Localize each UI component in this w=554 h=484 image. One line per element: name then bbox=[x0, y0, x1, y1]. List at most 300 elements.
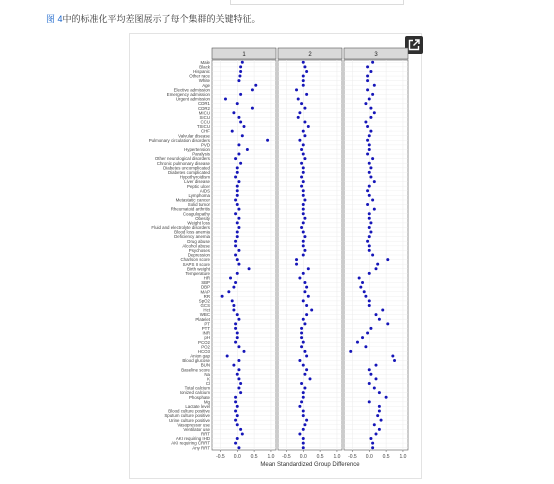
data-point bbox=[371, 93, 374, 96]
data-point bbox=[234, 419, 237, 422]
data-point bbox=[236, 185, 239, 188]
data-point bbox=[239, 382, 242, 385]
y-tick-label: Valvular disease bbox=[178, 133, 210, 139]
data-point bbox=[368, 98, 371, 101]
data-point bbox=[375, 377, 378, 380]
data-point bbox=[309, 377, 312, 380]
data-point bbox=[237, 217, 240, 220]
y-tick-label: Hispanic bbox=[193, 69, 210, 75]
data-point bbox=[302, 254, 305, 257]
data-point bbox=[368, 171, 371, 174]
data-point bbox=[234, 157, 237, 160]
y-tick-label: Hypothyroidism bbox=[179, 174, 210, 180]
data-point bbox=[237, 263, 240, 266]
data-point bbox=[237, 368, 240, 371]
data-point bbox=[303, 350, 306, 353]
data-point bbox=[300, 327, 303, 330]
y-tick-label: Sputum culture positive bbox=[164, 413, 210, 419]
data-point bbox=[302, 240, 305, 243]
data-point bbox=[381, 309, 384, 312]
y-tick-label: Mg bbox=[203, 399, 210, 405]
data-point bbox=[368, 244, 371, 247]
data-point bbox=[366, 332, 369, 335]
data-point bbox=[297, 116, 300, 119]
y-tick-label: Ionized calcium bbox=[179, 390, 210, 396]
data-point bbox=[237, 153, 240, 156]
data-point bbox=[375, 313, 378, 316]
y-tick-label: CHF bbox=[200, 128, 210, 134]
data-point bbox=[368, 368, 371, 371]
y-tick-label: CCU bbox=[200, 119, 210, 125]
data-point bbox=[237, 180, 240, 183]
data-point bbox=[224, 98, 227, 101]
data-point bbox=[349, 350, 352, 353]
data-point bbox=[303, 198, 306, 201]
y-tick-label: Other neurological disorders bbox=[154, 156, 210, 162]
data-point bbox=[366, 65, 369, 68]
data-point bbox=[302, 61, 305, 64]
data-point bbox=[366, 75, 369, 78]
data-point bbox=[369, 221, 372, 224]
data-point bbox=[363, 290, 366, 293]
y-tick-label: Weight loss bbox=[187, 220, 210, 226]
data-point bbox=[302, 189, 305, 192]
data-point bbox=[368, 185, 371, 188]
data-point bbox=[232, 286, 235, 289]
data-point bbox=[221, 295, 224, 298]
data-point bbox=[366, 79, 369, 82]
data-point bbox=[302, 221, 305, 224]
data-point bbox=[237, 226, 240, 229]
data-point bbox=[366, 125, 369, 128]
data-point bbox=[243, 125, 246, 128]
data-point bbox=[386, 322, 389, 325]
x-tick-label: 0.5 bbox=[316, 454, 324, 460]
data-point bbox=[366, 88, 369, 91]
data-point bbox=[300, 226, 303, 229]
y-tick-label: INR bbox=[202, 330, 210, 336]
data-point bbox=[237, 446, 240, 449]
data-point bbox=[303, 281, 306, 284]
data-point bbox=[300, 400, 303, 403]
y-tick-label: Phosphate bbox=[189, 394, 210, 400]
data-point bbox=[239, 391, 242, 394]
data-point bbox=[307, 295, 310, 298]
data-point bbox=[378, 318, 381, 321]
y-tick-label: Black bbox=[199, 64, 210, 70]
data-point bbox=[302, 442, 305, 445]
y-tick-label: RR bbox=[203, 293, 210, 299]
data-point bbox=[302, 171, 305, 174]
data-point bbox=[373, 208, 376, 211]
data-point bbox=[302, 396, 305, 399]
data-point bbox=[236, 235, 239, 238]
data-point bbox=[305, 70, 308, 73]
data-point bbox=[237, 249, 240, 252]
data-point bbox=[369, 176, 372, 179]
y-tick-label: HR bbox=[203, 275, 210, 281]
data-point bbox=[371, 157, 374, 160]
data-point bbox=[302, 364, 305, 367]
panel-label-3: 3 bbox=[374, 52, 378, 58]
data-point bbox=[303, 217, 306, 220]
x-tick-label: 0.0 bbox=[233, 454, 241, 460]
data-point bbox=[305, 354, 308, 357]
data-point bbox=[371, 446, 374, 449]
y-tick-label: SICU bbox=[199, 114, 210, 120]
data-point bbox=[232, 111, 235, 114]
data-point bbox=[300, 336, 303, 339]
data-point bbox=[295, 258, 298, 261]
data-point bbox=[373, 423, 376, 426]
data-point bbox=[373, 180, 376, 183]
data-point bbox=[300, 102, 303, 105]
y-tick-label: Emergency admission bbox=[166, 92, 210, 98]
x-axis-title: Mean Standardized Group Difference bbox=[260, 462, 360, 468]
data-point bbox=[237, 377, 240, 380]
data-point bbox=[237, 116, 240, 119]
y-tick-label: Lactate level bbox=[185, 404, 210, 410]
data-point bbox=[236, 414, 239, 417]
data-point bbox=[303, 249, 306, 252]
y-tick-label: Alcohol abuse bbox=[182, 243, 210, 249]
data-point bbox=[371, 254, 374, 257]
data-point bbox=[305, 419, 308, 422]
panel-label-1: 1 bbox=[242, 52, 246, 58]
data-point bbox=[303, 387, 306, 390]
data-point bbox=[300, 185, 303, 188]
data-point bbox=[303, 322, 306, 325]
y-tick-label: White bbox=[198, 78, 210, 84]
y-tick-label: SBP bbox=[201, 280, 210, 286]
caption-text: 中的标准化平均差图展示了每个集群的关键特征。 bbox=[62, 14, 261, 24]
y-tick-label: CDR2 bbox=[198, 105, 210, 111]
data-point bbox=[234, 322, 237, 325]
data-point bbox=[239, 120, 242, 123]
data-point bbox=[236, 437, 239, 440]
data-point bbox=[358, 276, 361, 279]
data-point bbox=[368, 249, 371, 252]
y-tick-label: Cl bbox=[205, 381, 210, 387]
data-point bbox=[237, 208, 240, 211]
y-tick-label: Coagulopathy bbox=[182, 211, 210, 217]
y-tick-label: AIDS bbox=[199, 188, 210, 194]
data-point bbox=[239, 93, 242, 96]
data-point bbox=[307, 267, 310, 270]
x-tick-label: 1.0 bbox=[267, 454, 275, 460]
data-point bbox=[369, 231, 372, 234]
y-tick-label: Anion gap bbox=[190, 353, 210, 359]
data-point bbox=[369, 373, 372, 376]
data-point bbox=[241, 432, 244, 435]
data-point bbox=[302, 212, 305, 215]
data-point bbox=[295, 263, 298, 266]
y-tick-label: Rheumatoid arthritis bbox=[170, 206, 210, 212]
data-point bbox=[369, 327, 372, 330]
data-point bbox=[368, 400, 371, 403]
data-point bbox=[385, 396, 388, 399]
data-point bbox=[359, 286, 362, 289]
data-point bbox=[364, 102, 367, 105]
data-point bbox=[302, 79, 305, 82]
y-tick-label: Baseline score bbox=[181, 367, 210, 373]
x-tick-label: 0.0 bbox=[365, 454, 373, 460]
y-tick-label: Diabetes uncomplicated bbox=[163, 165, 210, 171]
y-tick-label: HCO3 bbox=[197, 348, 210, 354]
data-point bbox=[302, 166, 305, 169]
data-point bbox=[236, 272, 239, 275]
data-point bbox=[236, 166, 239, 169]
data-point bbox=[369, 116, 372, 119]
data-point bbox=[302, 130, 305, 133]
data-point bbox=[310, 309, 313, 312]
y-tick-label: CDR1 bbox=[198, 101, 210, 107]
y-tick-label: Depression bbox=[187, 252, 210, 258]
data-point bbox=[238, 75, 241, 78]
data-point bbox=[368, 304, 371, 307]
data-point bbox=[300, 148, 303, 151]
y-tick-label: SAPS II score bbox=[182, 261, 210, 267]
data-point bbox=[236, 171, 239, 174]
y-tick-label: Lymphoma bbox=[188, 192, 210, 198]
data-point bbox=[302, 428, 305, 431]
data-point bbox=[234, 212, 237, 215]
y-tick-label: Diabetes complicated bbox=[168, 170, 210, 176]
data-point bbox=[236, 336, 239, 339]
data-point bbox=[378, 405, 381, 408]
data-point bbox=[254, 84, 257, 87]
data-point bbox=[237, 359, 240, 362]
data-point bbox=[236, 405, 239, 408]
x-tick-label: 0.5 bbox=[382, 454, 390, 460]
y-tick-label: MAP bbox=[200, 289, 210, 295]
data-point bbox=[305, 93, 308, 96]
data-point bbox=[241, 61, 244, 64]
y-tick-label: Platelet bbox=[195, 316, 210, 322]
data-point bbox=[366, 153, 369, 156]
data-point bbox=[361, 281, 364, 284]
data-point bbox=[246, 148, 249, 151]
data-point bbox=[361, 336, 364, 339]
data-point bbox=[236, 189, 239, 192]
data-point bbox=[229, 276, 232, 279]
data-point bbox=[226, 354, 229, 357]
data-point bbox=[305, 304, 308, 307]
data-point bbox=[369, 130, 372, 133]
y-tick-label: Temperature bbox=[185, 270, 210, 276]
data-point bbox=[368, 272, 371, 275]
data-point bbox=[239, 65, 242, 68]
figure-link[interactable]: 图 4 bbox=[46, 14, 63, 24]
data-point bbox=[305, 368, 308, 371]
data-point bbox=[234, 198, 237, 201]
y-tick-label: Metastatic cancer bbox=[175, 197, 210, 203]
data-point bbox=[368, 382, 371, 385]
y-tick-label: Deficiency anemia bbox=[174, 234, 210, 240]
data-point bbox=[298, 276, 301, 279]
y-tick-label: AKI requiring IHD bbox=[175, 436, 210, 442]
data-point bbox=[236, 194, 239, 197]
y-tick-label: Ventilator use bbox=[183, 426, 210, 432]
data-point bbox=[234, 244, 237, 247]
y-tick-label: Fluid and electrolyte disorders bbox=[151, 225, 210, 231]
data-point bbox=[236, 258, 239, 261]
data-point bbox=[302, 180, 305, 183]
data-point bbox=[251, 107, 254, 110]
y-tick-label: GCS bbox=[200, 303, 210, 309]
data-point bbox=[236, 332, 239, 335]
data-point bbox=[266, 139, 269, 142]
x-tick-label: -0.5 bbox=[216, 454, 225, 460]
data-point bbox=[302, 437, 305, 440]
data-point bbox=[300, 332, 303, 335]
y-tick-label: RRT bbox=[201, 431, 210, 437]
y-tick-label: pH bbox=[204, 335, 210, 341]
data-point bbox=[234, 240, 237, 243]
data-point bbox=[366, 240, 369, 243]
data-point bbox=[368, 148, 371, 151]
data-point bbox=[371, 61, 374, 64]
x-tick-label: 0.5 bbox=[250, 454, 258, 460]
data-point bbox=[239, 162, 242, 165]
data-point bbox=[237, 387, 240, 390]
data-point bbox=[302, 318, 305, 321]
data-point bbox=[303, 107, 306, 110]
x-tick-label: 1.0 bbox=[399, 454, 407, 460]
y-tick-label: Psychoses bbox=[188, 248, 210, 254]
data-point bbox=[236, 102, 239, 105]
data-point bbox=[234, 176, 237, 179]
y-tick-label: Paralysis bbox=[192, 151, 210, 157]
data-point bbox=[307, 125, 310, 128]
data-point bbox=[302, 391, 305, 394]
data-point bbox=[232, 304, 235, 307]
data-point bbox=[298, 359, 301, 362]
y-tick-label: Blood glucose bbox=[182, 358, 210, 364]
x-tick-label: 0.0 bbox=[299, 454, 307, 460]
data-point bbox=[303, 373, 306, 376]
data-point bbox=[234, 410, 237, 413]
data-point bbox=[251, 88, 254, 91]
data-point bbox=[241, 134, 244, 137]
data-point bbox=[234, 254, 237, 257]
y-tick-label: TSICU bbox=[196, 124, 210, 130]
data-point bbox=[366, 189, 369, 192]
data-point bbox=[368, 162, 371, 165]
data-point bbox=[378, 410, 381, 413]
data-point bbox=[368, 212, 371, 215]
data-point bbox=[368, 235, 371, 238]
data-point bbox=[373, 84, 376, 87]
y-tick-label: Vasopressor use bbox=[177, 422, 210, 428]
y-tick-label: Urgent admission bbox=[175, 96, 210, 102]
data-point bbox=[248, 267, 251, 270]
data-point bbox=[231, 130, 234, 133]
data-point bbox=[232, 364, 235, 367]
data-point bbox=[298, 405, 301, 408]
data-point bbox=[302, 143, 305, 146]
y-tick-label: SpO2 bbox=[198, 298, 210, 304]
data-point bbox=[305, 286, 308, 289]
data-point bbox=[298, 139, 301, 142]
y-tick-label: Hypertension bbox=[184, 147, 210, 153]
data-point bbox=[302, 410, 305, 413]
data-point bbox=[364, 345, 367, 348]
y-tick-label: Solid tumor bbox=[187, 202, 210, 208]
data-point bbox=[234, 400, 237, 403]
data-point bbox=[375, 364, 378, 367]
data-point bbox=[375, 267, 378, 270]
y-tick-label: Urine culture positive bbox=[169, 417, 210, 423]
data-point bbox=[369, 437, 372, 440]
y-tick-label: AKI requiring CRRT bbox=[171, 440, 210, 446]
y-tick-label: Liver disease bbox=[184, 179, 210, 185]
data-point bbox=[373, 111, 376, 114]
y-tick-label: Age bbox=[202, 82, 210, 88]
data-point bbox=[302, 414, 305, 417]
data-point bbox=[227, 290, 230, 293]
y-tick-label: DBP bbox=[200, 284, 210, 290]
y-tick-label: BUN bbox=[200, 362, 210, 368]
data-point bbox=[302, 231, 305, 234]
x-tick-label: -0.5 bbox=[282, 454, 291, 460]
data-point bbox=[378, 391, 381, 394]
y-tick-label: Obesity bbox=[195, 215, 210, 221]
y-tick-label: Na bbox=[204, 371, 210, 377]
data-point bbox=[237, 318, 240, 321]
data-point bbox=[239, 428, 242, 431]
data-point bbox=[378, 428, 381, 431]
y-tick-label: Total calcium bbox=[184, 385, 210, 391]
data-point bbox=[303, 65, 306, 68]
data-point bbox=[376, 414, 379, 417]
y-tick-label: PTT bbox=[201, 326, 210, 332]
data-point bbox=[231, 299, 234, 302]
panel-label-2: 2 bbox=[308, 52, 312, 58]
data-point bbox=[297, 98, 300, 101]
y-tick-label: WBC bbox=[199, 312, 210, 318]
y-tick-label: Elective admission bbox=[173, 87, 210, 93]
data-point bbox=[356, 341, 359, 344]
data-point bbox=[243, 350, 246, 353]
data-point bbox=[302, 194, 305, 197]
data-point bbox=[239, 70, 242, 73]
data-point bbox=[302, 153, 305, 156]
x-tick-label: 1.0 bbox=[333, 454, 341, 460]
data-point bbox=[300, 176, 303, 179]
y-tick-label: MICU bbox=[198, 110, 210, 116]
data-point bbox=[303, 134, 306, 137]
y-tick-label: Drug abuse bbox=[187, 238, 210, 244]
y-tick-label: Male bbox=[200, 59, 210, 65]
data-point bbox=[393, 359, 396, 362]
y-tick-label: K bbox=[207, 376, 210, 382]
data-point bbox=[295, 88, 298, 91]
y-tick-label: Pulmonary circulation disorders bbox=[148, 137, 210, 143]
data-point bbox=[236, 423, 239, 426]
data-point bbox=[234, 327, 237, 330]
data-point bbox=[368, 226, 371, 229]
data-point bbox=[380, 419, 383, 422]
y-tick-label: PO2 bbox=[201, 344, 210, 350]
data-point bbox=[303, 120, 306, 123]
data-point bbox=[236, 203, 239, 206]
y-tick-label: PCO2 bbox=[198, 339, 210, 345]
data-point bbox=[302, 446, 305, 449]
y-tick-label: Hct bbox=[203, 307, 210, 313]
data-point bbox=[368, 194, 371, 197]
data-point bbox=[298, 432, 301, 435]
